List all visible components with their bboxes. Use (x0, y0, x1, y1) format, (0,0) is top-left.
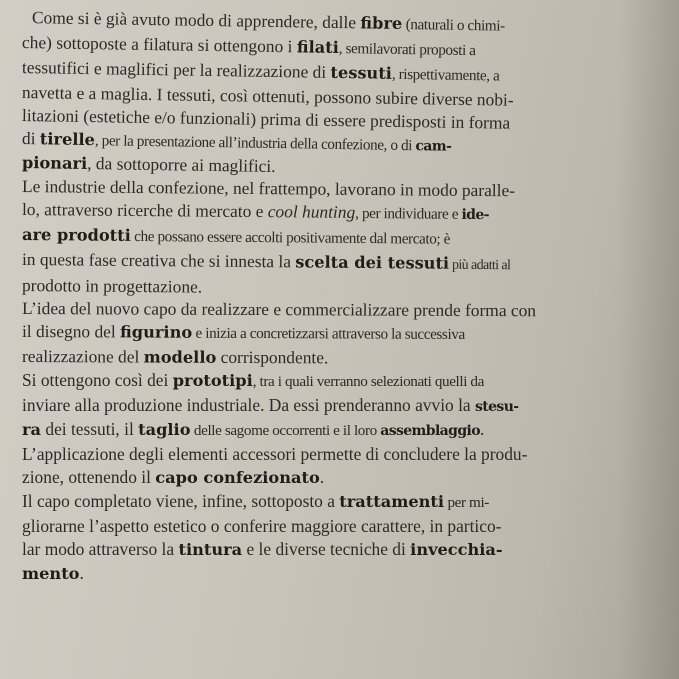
bold-term: figurino (120, 322, 193, 342)
text-run: navetta e a maglia. I tessuti, così ottenuti, possono subire diverse nobi- (21, 81, 514, 110)
text-line (22, 320, 654, 348)
text-line (22, 490, 654, 515)
text-run: Il capo completato viene, infine, sottoposto a (22, 491, 340, 512)
text-line (22, 345, 654, 372)
text-run: per mi- (444, 494, 489, 512)
bold-term: trattamenti (339, 492, 445, 512)
text-line (22, 466, 654, 490)
paragraph-product-ideation (22, 175, 654, 297)
bold-term: capo confezionato (155, 468, 320, 488)
bold-term: filati (296, 37, 339, 57)
text-line (22, 562, 654, 586)
text-line (22, 369, 654, 394)
paragraph-fibres-to-fabrics (22, 6, 654, 175)
bold-term: modello (143, 347, 217, 367)
text-run: dei tessuti, il (41, 419, 139, 440)
bold-term: scelta dei tessuti (295, 252, 450, 273)
text-run: gliorarne l’aspetto estetico o conferire maggiore carattere, in partico- (22, 516, 502, 537)
text-run: tessutifici e maglifici per la realizzazione di (21, 56, 331, 82)
text-line (22, 538, 654, 562)
text-run: . (319, 467, 325, 488)
bold-term: stesu- (474, 398, 519, 415)
bold-term: pionari (21, 153, 88, 174)
text-run: il disegno del (21, 320, 121, 342)
text-run: , per la presentazione all’industria della confezione, o di (94, 131, 416, 154)
text-run: che possano essere accolti positivamente dal mercato; è (130, 228, 451, 248)
bold-term: invecchia- (410, 539, 503, 559)
bold-term: prototipi (172, 370, 253, 390)
text-run: . (480, 419, 485, 440)
text-run: , rispettivamente, a (391, 65, 500, 85)
paragraph-finishing-treatments (22, 490, 654, 586)
text-run: in questa fase creativa che si innesta la (21, 249, 296, 272)
bold-term: mento (22, 563, 80, 583)
text-run: zione, ottenendo il (22, 467, 156, 488)
italic-term: cool hunting (267, 201, 356, 223)
paragraph-design-and-model (22, 297, 654, 369)
text-run: , da sottoporre ai maglifici. (87, 153, 276, 177)
text-line (22, 443, 654, 466)
bold-term: tessuti (330, 62, 393, 83)
bold-term: assemblaggio (380, 423, 480, 440)
text-run: . (79, 562, 84, 583)
text-run: (naturali o chimi- (402, 15, 505, 35)
text-line (22, 515, 654, 538)
text-run: e inizia a concretizzarsi attraverso la successiva (192, 324, 465, 343)
text-run: più adatti al (449, 257, 511, 274)
text-run: di (21, 127, 41, 148)
bold-term: ide- (461, 207, 489, 224)
bold-term: tirelle (39, 128, 96, 149)
text-line (22, 297, 654, 323)
text-run: corrispondente. (216, 346, 329, 368)
text-run: lo, attraverso ricerche di mercato e (21, 199, 268, 222)
text-run: Si ottengono così dei (22, 369, 173, 390)
bold-term: taglio (138, 420, 191, 440)
bold-term: cam- (415, 137, 452, 155)
bold-term: tintura (178, 539, 243, 559)
text-run: realizzazione del (21, 345, 144, 367)
text-run: che) sottoposte a filatura si ottengono i (21, 31, 297, 57)
text-run: , tra i quali verranno selezionati quelli da (252, 372, 484, 390)
text-line (22, 394, 654, 419)
text-run: , per individuare e (355, 205, 462, 224)
text-run: lar modo attraverso la (22, 538, 179, 559)
text-run: delle sagome occorrenti e il loro (190, 422, 381, 440)
bold-term: fibre (360, 13, 403, 33)
text-run: litazioni (estetiche e/o funzionali) prima di essere predisposti in forma (21, 104, 511, 133)
text-run: e le diverse tecniche di (242, 538, 411, 559)
text-run: Come si è già avuto modo di apprendere, dalle (31, 7, 361, 33)
paragraph-prototypes-production (22, 369, 654, 491)
text-run: L’applicazione degli elementi accessori permette di concludere la produ- (22, 444, 528, 465)
bold-term: are prodotti (21, 225, 131, 246)
text-run: Le industrie della confezione, nel frattempo, lavorano in modo paralle- (21, 176, 516, 201)
text-run: L’idea del nuovo capo da realizzare e commercializzare prende forma con (21, 297, 537, 321)
text-line (22, 418, 654, 443)
bold-term: ra (22, 420, 42, 440)
text-run: prodotto in progettazione. (21, 274, 203, 297)
text-run: , semilavorati proposti a (338, 39, 476, 60)
text-run: inviare alla produzione industriale. Da essi prenderanno avvio la (22, 394, 475, 415)
body-text (22, 6, 654, 586)
